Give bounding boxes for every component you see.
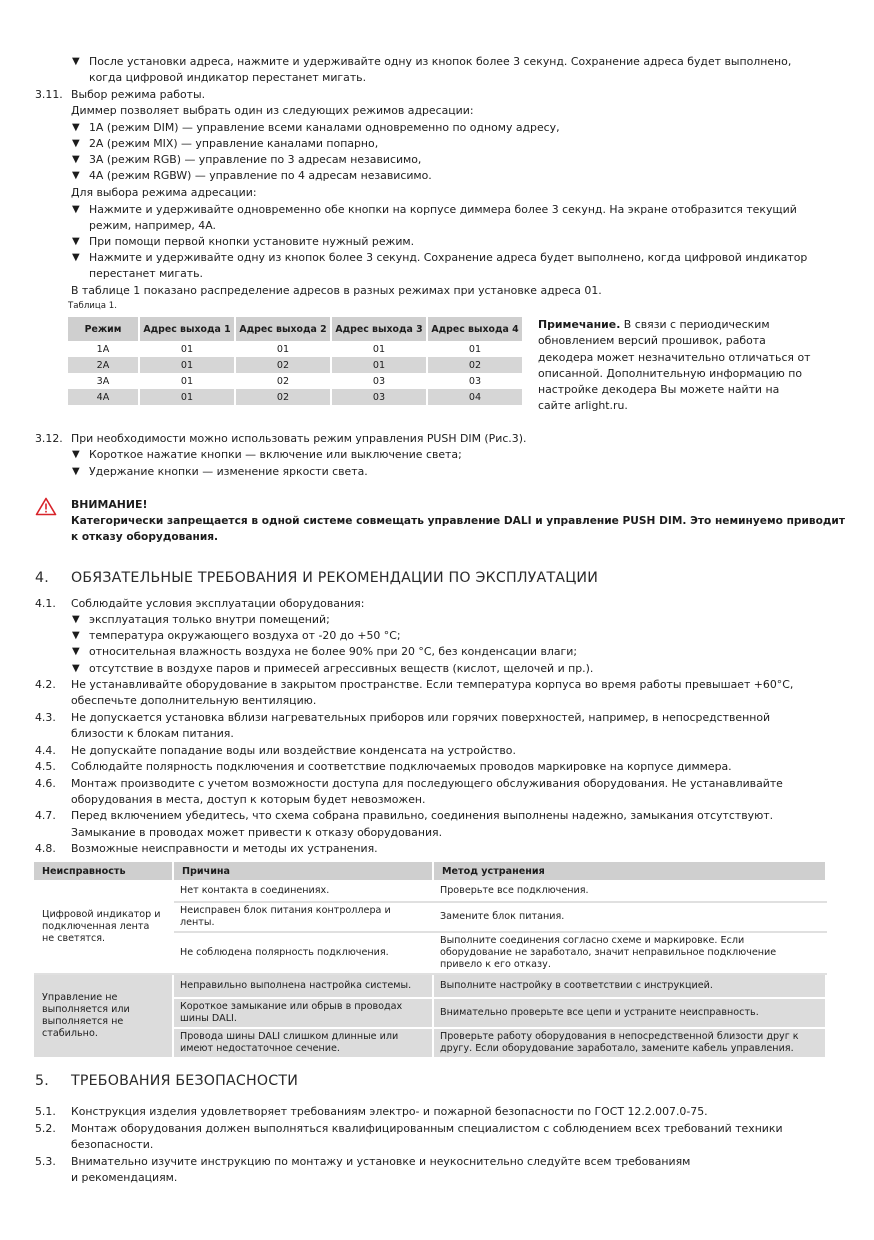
- section-number: 3.11.: [35, 88, 63, 101]
- table-header: Причина: [173, 862, 433, 880]
- table-header: Адрес выхода 2: [235, 317, 331, 341]
- text-line: Не устанавливайте оборудование в закрытом пространстве. Если температура корпуса во время работы превышает +60°С,: [71, 678, 794, 691]
- bullet-icon: ▼: [72, 466, 80, 477]
- section-heading-number: 4.: [35, 570, 49, 586]
- remedy-cell: Выполните соединения согласно схеме и маркировке. Если оборудование не заработало, значит неправильное подключение привело к его отказу.: [433, 932, 826, 974]
- item-number: 4.5.: [35, 760, 56, 773]
- bullet-icon: ▼: [72, 204, 80, 215]
- table-cell: 01: [139, 389, 235, 405]
- text-line: Замыкание в проводах может привести к отказу оборудования.: [71, 826, 443, 839]
- text-line: Внимательно изучите инструкцию по монтажу и установке и неукоснительно следуйте всем требованиям: [71, 1155, 691, 1168]
- table-row: [34, 880, 826, 902]
- address-table: [68, 317, 524, 405]
- cause-cell: Провода шины DALI слишком длинные или имеют недостаточное сечение.: [173, 1028, 433, 1058]
- remedy-cell: Внимательно проверьте все цепи и устраните неисправность.: [433, 998, 826, 1028]
- warning-text: к отказу оборудования.: [71, 531, 219, 543]
- cause-cell: Нет контакта в соединениях.: [173, 880, 433, 902]
- text-line: Не допускайте попадание воды или воздействие конденсата на устройство.: [71, 744, 516, 757]
- text-line: Диммер позволяет выбрать один из следующих режимов адресации:: [71, 104, 474, 117]
- item-number: 5.3.: [35, 1155, 56, 1168]
- text-line: Монтаж производите с учетом возможности доступа для последующего обслуживания оборудования. Не устанавливайте: [71, 777, 783, 790]
- table-cell: 01: [331, 357, 427, 373]
- text-line: Монтаж оборудования должен выполняться квалифицированным специалистом с соблюдением всех требований техники: [71, 1122, 783, 1135]
- text-line: Возможные неисправности и методы их устранения.: [71, 842, 378, 855]
- table-cell: 02: [235, 389, 331, 405]
- section-heading: ОБЯЗАТЕЛЬНЫЕ ТРЕБОВАНИЯ И РЕКОМЕНДАЦИИ ПО ЭКСПЛУАТАЦИИ: [71, 570, 599, 586]
- text-line: В таблице 1 показано распределение адресов в разных режимах при установке адреса 01.: [71, 284, 602, 297]
- list-item: Удержание кнопки — изменение яркости света.: [89, 465, 368, 478]
- table-header: Метод устранения: [433, 862, 826, 880]
- bullet-icon: ▼: [72, 646, 80, 657]
- list-item: 2A (режим MIX) — управление каналами попарно,: [89, 137, 379, 150]
- list-item: эксплуатация только внутри помещений;: [89, 613, 330, 626]
- list-item: температура окружающего воздуха от -20 до +50 °С;: [89, 629, 401, 642]
- item-number: 4.3.: [35, 711, 56, 724]
- table-cell: 04: [427, 389, 523, 405]
- fault-cell: Управление не выполняется или выполняется не стабильно.: [34, 974, 173, 1058]
- section-title: Выбор режима работы.: [71, 88, 206, 101]
- cause-cell: Не соблюдена полярность подключения.: [173, 932, 433, 974]
- table-cell: 03: [331, 373, 427, 389]
- item-number: 5.2.: [35, 1122, 56, 1135]
- bullet-icon: ▼: [72, 170, 80, 181]
- item-number: 4.4.: [35, 744, 56, 757]
- list-item: 1A (режим DIM) — управление всеми каналами одновременно по одному адресу,: [89, 121, 560, 134]
- list-item-cont: режим, например, 4A.: [89, 219, 216, 232]
- table-row: [68, 357, 523, 373]
- bullet-icon: ▼: [72, 614, 80, 625]
- item-number: 5.1.: [35, 1105, 56, 1118]
- table-cell: 01: [139, 373, 235, 389]
- table-row: [34, 974, 826, 998]
- troubleshooting-table: [34, 862, 827, 1059]
- list-item: 4A (режим RGBW) — управление по 4 адресам независимо.: [89, 169, 432, 182]
- fault-cell: Цифровой индикатор и подключенная лента не светятся.: [34, 880, 173, 974]
- table-row: [68, 373, 523, 389]
- table-header: Адрес выхода 1: [139, 317, 235, 341]
- text-line: Соблюдайте условия эксплуатации оборудования:: [71, 597, 365, 610]
- cause-cell: Неправильно выполнена настройка системы.: [173, 974, 433, 998]
- bullet-icon: ▼: [72, 138, 80, 149]
- table-cell: 03: [427, 373, 523, 389]
- table-caption: Таблица 1.: [68, 301, 117, 311]
- table-cell: 01: [331, 341, 427, 357]
- table-cell: 02: [235, 357, 331, 373]
- warning-triangle-icon: [35, 497, 57, 519]
- remedy-cell: Проверьте работу оборудования в непосредственной близости друг к другу. Если оборудование заработало, замените кабель управления.: [433, 1028, 826, 1058]
- item-number: 4.7.: [35, 809, 56, 822]
- section-heading: ТРЕБОВАНИЯ БЕЗОПАСНОСТИ: [71, 1073, 299, 1089]
- remedy-cell: Проверьте все подключения.: [433, 880, 826, 902]
- item-number: 4.6.: [35, 777, 56, 790]
- list-item: Короткое нажатие кнопки — включение или выключение света;: [89, 448, 462, 461]
- bullet-icon: ▼: [72, 252, 80, 263]
- text-line: Не допускается установка вблизи нагревательных приборов или горячих поверхностей, например, в непосредственной: [71, 711, 771, 724]
- table-cell: 01: [139, 341, 235, 357]
- table-cell: 01: [235, 341, 331, 357]
- table-row: [68, 341, 523, 357]
- bullet-icon: ▼: [72, 154, 80, 165]
- table-header: Неисправность: [34, 862, 173, 880]
- cause-cell: Короткое замыкание или обрыв в проводах шины DALI.: [173, 998, 433, 1028]
- list-item-cont: перестанет мигать.: [89, 267, 203, 280]
- list-item: При помощи первой кнопки установите нужный режим.: [89, 235, 415, 248]
- list-item: Нажмите и удерживайте одновременно обе кнопки на корпусе диммера более 3 секунд. На экране отобразится текущий: [89, 203, 797, 216]
- table-cell: 4A: [68, 389, 139, 405]
- section-heading-number: 5.: [35, 1073, 49, 1089]
- bullet-icon: ▼: [72, 449, 80, 460]
- list-item: относительная влажность воздуха не более 90% при 20 °C, без конденсации влаги;: [89, 645, 577, 658]
- table-cell: 02: [427, 357, 523, 373]
- table-cell: 01: [139, 357, 235, 373]
- note-text: В связи с периодическим обновлением версий прошивок, работа декодера может незначительно отличаться от описанной. Дополнительную информацию по настройке декодера Вы можете найти на сайте arlight.ru.: [538, 318, 811, 413]
- text-line: когда цифровой индикатор перестанет мигать.: [89, 71, 367, 84]
- table-header: Адрес выхода 4: [427, 317, 523, 341]
- section-title: При необходимости можно использовать режим управления PUSH DIM (Рис.3).: [71, 432, 527, 445]
- text-line: Для выбора режима адресации:: [71, 186, 257, 199]
- remedy-cell: Выполните настройку в соответствии с инструкцией.: [433, 974, 826, 998]
- list-item: 3A (режим RGB) — управление по 3 адресам независимо,: [89, 153, 422, 166]
- bullet-icon: ▼: [72, 236, 80, 247]
- text-line: и рекомендациям.: [71, 1171, 178, 1184]
- bullet-icon: ▼: [72, 122, 80, 133]
- cause-cell: Неисправен блок питания контроллера и ленты.: [173, 902, 433, 932]
- text-line: Соблюдайте полярность подключения и соответствие подключаемых проводов маркировке на корпусе диммера.: [71, 760, 732, 773]
- text-line: оборудования в места, доступ к которым будет невозможен.: [71, 793, 426, 806]
- section-number: 3.12.: [35, 432, 63, 445]
- item-number: 4.1.: [35, 597, 56, 610]
- bullet-icon: ▼: [72, 663, 80, 674]
- list-item: отсутствие в воздухе паров и примесей агрессивных веществ (кислот, щелочей и пр.).: [89, 662, 594, 675]
- list-item: Нажмите и удерживайте одну из кнопок более 3 секунд. Сохранение адреса будет выполнено, когда цифровой индикатор: [89, 251, 808, 264]
- table-cell: 01: [427, 341, 523, 357]
- item-number: 4.8.: [35, 842, 56, 855]
- table-cell: 2A: [68, 357, 139, 373]
- bullet-icon: ▼: [72, 56, 80, 67]
- warning-title: ВНИМАНИЕ!: [71, 498, 148, 511]
- text-line: Конструкция изделия удовлетворяет требованиям электро- и пожарной безопасности по ГОСТ 12.2.007.0-75.: [71, 1105, 708, 1118]
- table-cell: 03: [331, 389, 427, 405]
- bullet-icon: ▼: [72, 630, 80, 641]
- text-line: После установки адреса, нажмите и удерживайте одну из кнопок более 3 секунд. Сохранение адреса будет выполнено,: [89, 55, 792, 68]
- firmware-note: [538, 317, 813, 415]
- table-cell: 3A: [68, 373, 139, 389]
- note-label: Примечание.: [538, 318, 621, 331]
- text-line: Перед включением убедитесь, что схема собрана правильно, соединения выполнены надежно, замыкания отсутствуют.: [71, 809, 774, 822]
- text-line: обеспечьте дополнительную вентиляцию.: [71, 694, 317, 707]
- table-header: Адрес выхода 3: [331, 317, 427, 341]
- text-line: безопасности.: [71, 1138, 154, 1151]
- warning-text: Категорически запрещается в одной системе совмещать управление DALI и управление PUSH DIM. Это неминуемо приводит: [71, 515, 845, 527]
- remedy-cell: Замените блок питания.: [433, 902, 826, 932]
- table-header: Режим: [68, 317, 139, 341]
- table-cell: 02: [235, 373, 331, 389]
- table-cell: 1A: [68, 341, 139, 357]
- text-line: близости к блокам питания.: [71, 727, 234, 740]
- item-number: 4.2.: [35, 678, 56, 691]
- table-row: [68, 389, 523, 405]
